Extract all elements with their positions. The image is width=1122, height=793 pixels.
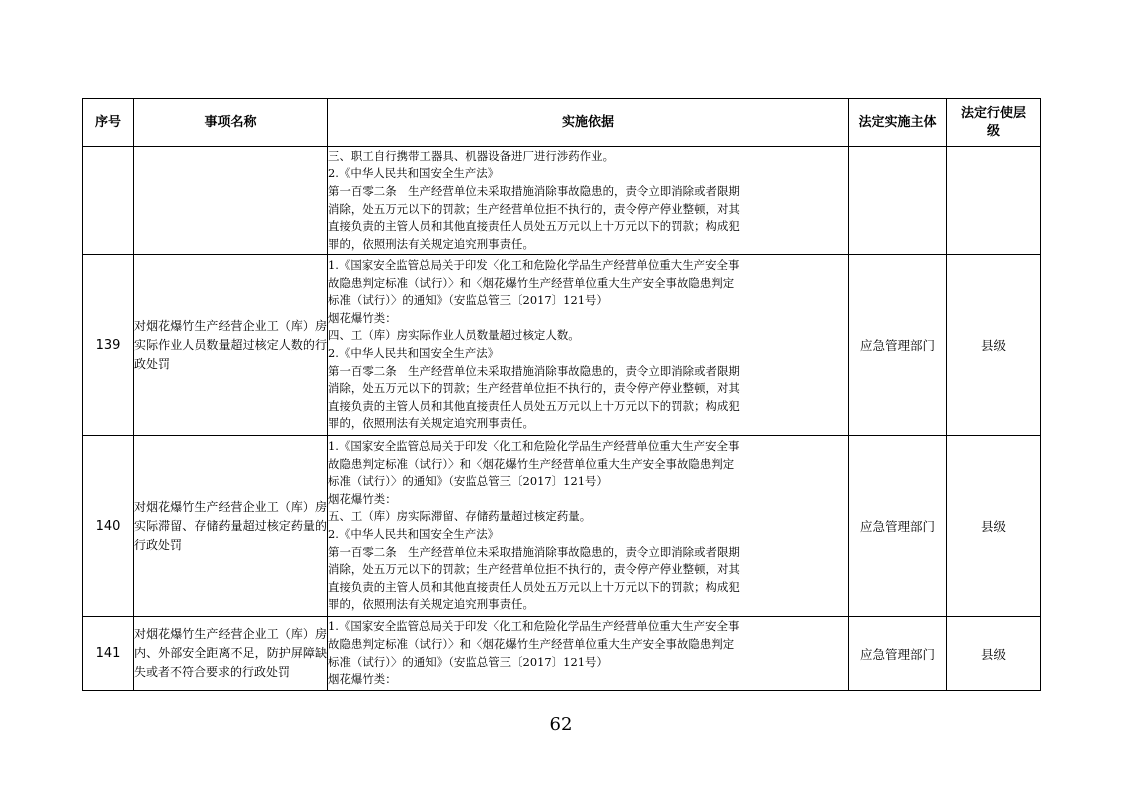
cell-basis bbox=[328, 255, 849, 436]
cell-basis bbox=[328, 147, 849, 255]
basis-line: 标准（试行）〉的通知》（安监总管三〔2017〕121号） bbox=[328, 474, 608, 489]
basis-line: 罪的，依照刑法有关规定追究刑事责任。 bbox=[328, 416, 534, 431]
basis-line: 标准（试行）〉的通知》（安监总管三〔2017〕121号） bbox=[328, 654, 608, 669]
cell-basis bbox=[328, 436, 849, 617]
header-level: 法定行使层级 bbox=[947, 99, 1041, 147]
cell-level bbox=[947, 147, 1041, 255]
basis-line: 1.《国家安全监管总局关于印发〈化工和危险化学品生产经营单位重大生产安全事 bbox=[328, 439, 740, 454]
header-subject: 法定实施主体 bbox=[849, 99, 947, 147]
cell-subject: 应急管理部门 bbox=[849, 255, 947, 436]
basis-line: 2.《中华人民共和国安全生产法》 bbox=[328, 527, 500, 541]
basis-line: 消除，处五万元以下的罚款；生产经营单位拒不执行的，责令停产停业整顿，对其 bbox=[328, 381, 740, 396]
basis-line: 故隐患判定标准（试行）〉和〈烟花爆竹生产经营单位重大生产安全事故隐患判定 bbox=[328, 275, 735, 290]
cell-subject: 应急管理部门 bbox=[849, 617, 947, 691]
basis-line: 直接负责的主管人员和其他直接责任人员处五万元以上十万元以下的罚款；构成犯 bbox=[328, 219, 740, 234]
basis-line: 四、工（库）房实际作业人员数量超过核定人数。 bbox=[328, 328, 580, 343]
basis-line: 罪的，依照刑法有关规定追究刑事责任。 bbox=[328, 597, 534, 612]
basis-line: 1.《国家安全监管总局关于印发〈化工和危险化学品生产经营单位重大生产安全事 bbox=[328, 619, 740, 634]
cell-subject bbox=[849, 147, 947, 255]
basis-line: 故隐患判定标准（试行）〉和〈烟花爆竹生产经营单位重大生产安全事故隐患判定 bbox=[328, 456, 735, 471]
basis-line: 第一百零二条 生产经营单位未采取措施消除事故隐患的，责令立即消除或者限期 bbox=[328, 544, 740, 559]
basis-line: 标准（试行）〉的通知》（安监总管三〔2017〕121号） bbox=[328, 293, 608, 308]
basis-line: 直接负责的主管人员和其他直接责任人员处五万元以上十万元以下的罚款；构成犯 bbox=[328, 398, 740, 413]
basis-line: 消除，处五万元以下的罚款；生产经营单位拒不执行的，责令停产停业整顿，对其 bbox=[328, 201, 740, 216]
cell-subject: 应急管理部门 bbox=[849, 436, 947, 617]
cell-seq: 141 bbox=[83, 617, 134, 691]
table-row bbox=[83, 617, 1041, 691]
header-name: 事项名称 bbox=[134, 99, 328, 147]
cell-name bbox=[134, 147, 328, 255]
basis-line: 1.《国家安全监管总局关于印发〈化工和危险化学品生产经营单位重大生产安全事 bbox=[328, 258, 740, 273]
page-number: 62 bbox=[549, 714, 573, 735]
cell-name: 对烟花爆竹生产经营企业工（库）房实际作业人员数量超过核定人数的行政处罚 bbox=[134, 255, 328, 436]
basis-line: 罪的，依照刑法有关规定追究刑事责任。 bbox=[328, 236, 534, 251]
basis-line: 消除，处五万元以下的罚款；生产经营单位拒不执行的，责令停产停业整顿，对其 bbox=[328, 562, 740, 577]
cell-level: 县级 bbox=[947, 617, 1041, 691]
header-row bbox=[83, 99, 1041, 147]
header-basis: 实施依据 bbox=[328, 99, 849, 147]
basis-line: 第一百零二条 生产经营单位未采取措施消除事故隐患的，责令立即消除或者限期 bbox=[328, 363, 740, 378]
basis-line: 第一百零二条 生产经营单位未采取措施消除事故隐患的，责令立即消除或者限期 bbox=[328, 183, 740, 198]
header-seq: 序号 bbox=[83, 99, 134, 147]
enforcement-items-table bbox=[82, 98, 1041, 691]
basis-line: 五、工（库）房实际滞留、存储药量超过核定药量。 bbox=[328, 509, 592, 524]
basis-line: 烟花爆竹类： bbox=[328, 310, 397, 325]
basis-line: 烟花爆竹类： bbox=[328, 491, 397, 506]
basis-line: 烟花爆竹类： bbox=[328, 672, 397, 687]
table-row bbox=[83, 255, 1041, 436]
cell-name: 对烟花爆竹生产经营企业工（库）房实际滞留、存储药量超过核定药量的行政处罚 bbox=[134, 436, 328, 617]
cell-level: 县级 bbox=[947, 436, 1041, 617]
cell-seq bbox=[83, 147, 134, 255]
basis-line: 三、职工自行携带工器具、机器设备进厂进行涉药作业。 bbox=[328, 148, 615, 163]
basis-line: 2.《中华人民共和国安全生产法》 bbox=[328, 346, 500, 360]
cell-name: 对烟花爆竹生产经营企业工（库）房内、外部安全距离不足，防护屏障缺失或者不符合要求的行政处罚 bbox=[134, 617, 328, 691]
table-row-continuation bbox=[83, 147, 1041, 255]
cell-level: 县级 bbox=[947, 255, 1041, 436]
basis-line: 2.《中华人民共和国安全生产法》 bbox=[328, 166, 500, 181]
table-row bbox=[83, 436, 1041, 617]
cell-basis bbox=[328, 617, 849, 691]
cell-seq: 139 bbox=[83, 255, 134, 436]
basis-line: 直接负责的主管人员和其他直接责任人员处五万元以上十万元以下的罚款；构成犯 bbox=[328, 579, 740, 594]
cell-seq: 140 bbox=[83, 436, 134, 617]
basis-line: 故隐患判定标准（试行）〉和〈烟花爆竹生产经营单位重大生产安全事故隐患判定 bbox=[328, 636, 735, 651]
